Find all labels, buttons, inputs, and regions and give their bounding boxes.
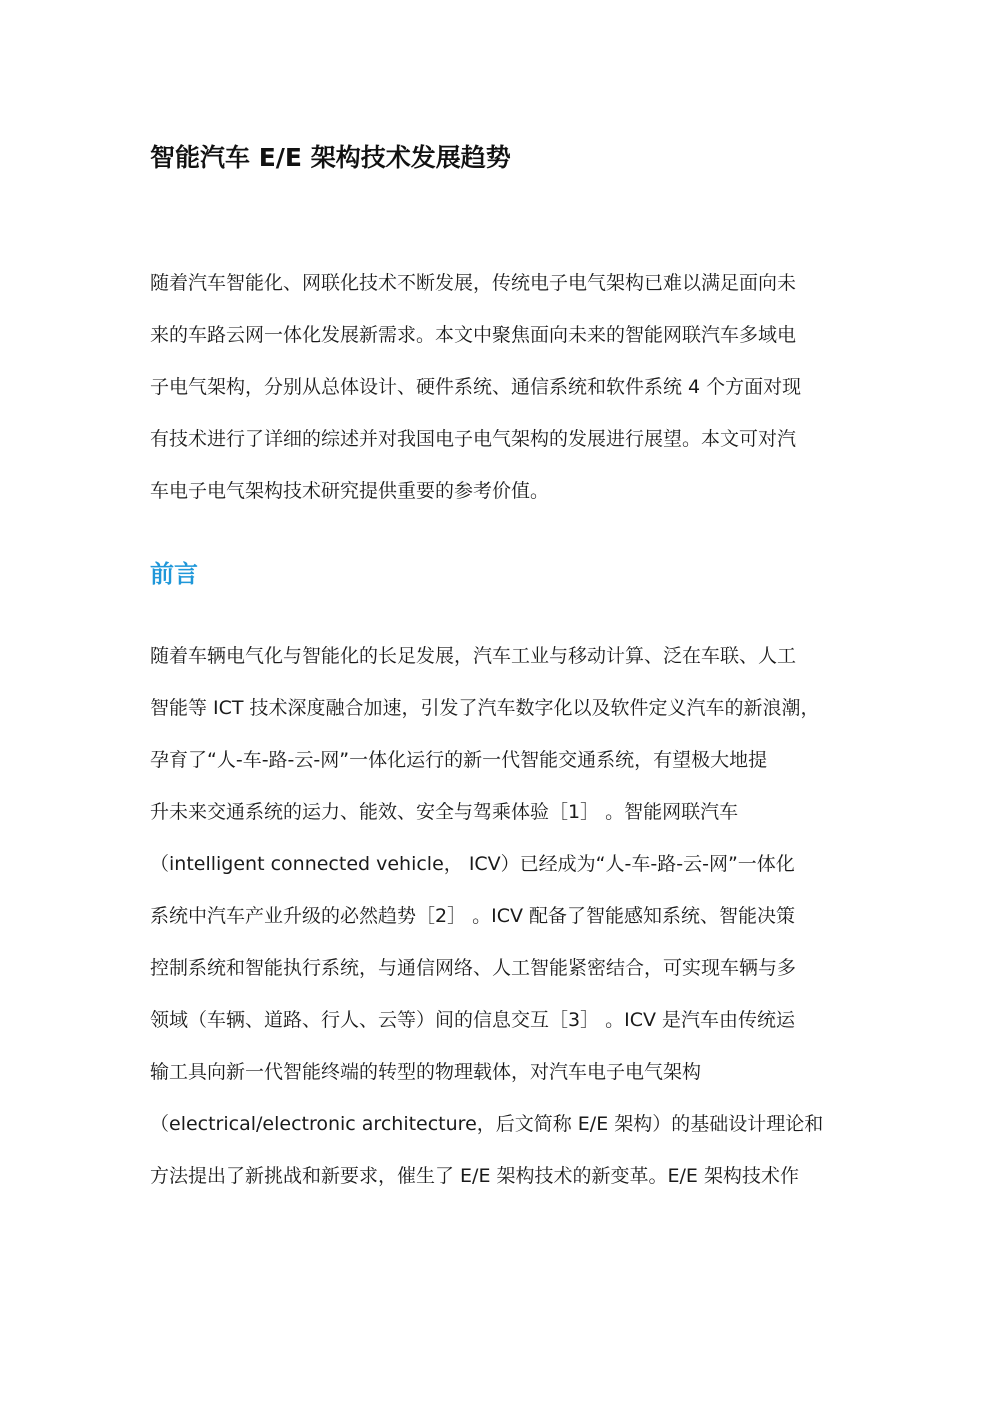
intro-paragraph — [150, 268, 801, 528]
body-line: 随着车辆电气化与智能化的长足发展，汽车工业与移动计算、泛在车联、人工 — [150, 645, 797, 667]
body-line: 控制系统和智能执行系统，与通信网络、人工智能紧密结合，可实现车辆与多 — [150, 957, 797, 979]
body-line: （intelligent connected vehicle， ICV）已经成为“人-车-路-云-网”一体化 — [150, 853, 795, 875]
preface-paragraph — [150, 641, 823, 1213]
body-line: 输工具向新一代智能终端的转型的物理载体，对汽车电子电气架构 — [150, 1061, 702, 1083]
intro-line: 有技术进行了详细的综述并对我国电子电气架构的发展进行展望。本文可对汽 — [150, 428, 797, 450]
intro-line: 来的车路云网一体化发展新需求。本文中聚焦面向未来的智能网联汽车多域电 — [150, 324, 797, 346]
section-heading-preface: 前言 — [150, 560, 198, 588]
body-line: 方法提出了新挑战和新要求，催生了 E/E 架构技术的新变革。E/E 架构技术作 — [150, 1165, 799, 1187]
body-line: 孕育了“人-车-路-云-网”一体化运行的新一代智能交通系统，有望极大地提 — [150, 749, 768, 771]
intro-line: 车电子电气架构技术研究提供重要的参考价值。 — [150, 480, 550, 502]
article-title: 智能汽车 E/E 架构技术发展趋势 — [150, 143, 511, 172]
body-line: （electrical/electronic architecture，后文简称 E/E 架构）的基础设计理论和 — [150, 1113, 824, 1135]
intro-line: 随着汽车智能化、网联化技术不断发展，传统电子电气架构已难以满足面向未 — [150, 272, 797, 294]
body-line: 智能等 ICT 技术深度融合加速，引发了汽车数字化以及软件定义汽车的新浪潮， — [150, 697, 820, 719]
body-line: 领域（车辆、道路、行人、云等）间的信息交互［3］ 。ICV 是汽车由传统运 — [150, 1009, 796, 1031]
body-line: 升未来交通系统的运力、能效、安全与驾乘体验［1］ 。智能网联汽车 — [150, 801, 739, 823]
intro-line: 子电气架构，分别从总体设计、硬件系统、通信系统和软件系统 4 个方面对现 — [150, 376, 802, 398]
body-line: 系统中汽车产业升级的必然趋势［2］ 。ICV 配备了智能感知系统、智能决策 — [150, 905, 796, 927]
